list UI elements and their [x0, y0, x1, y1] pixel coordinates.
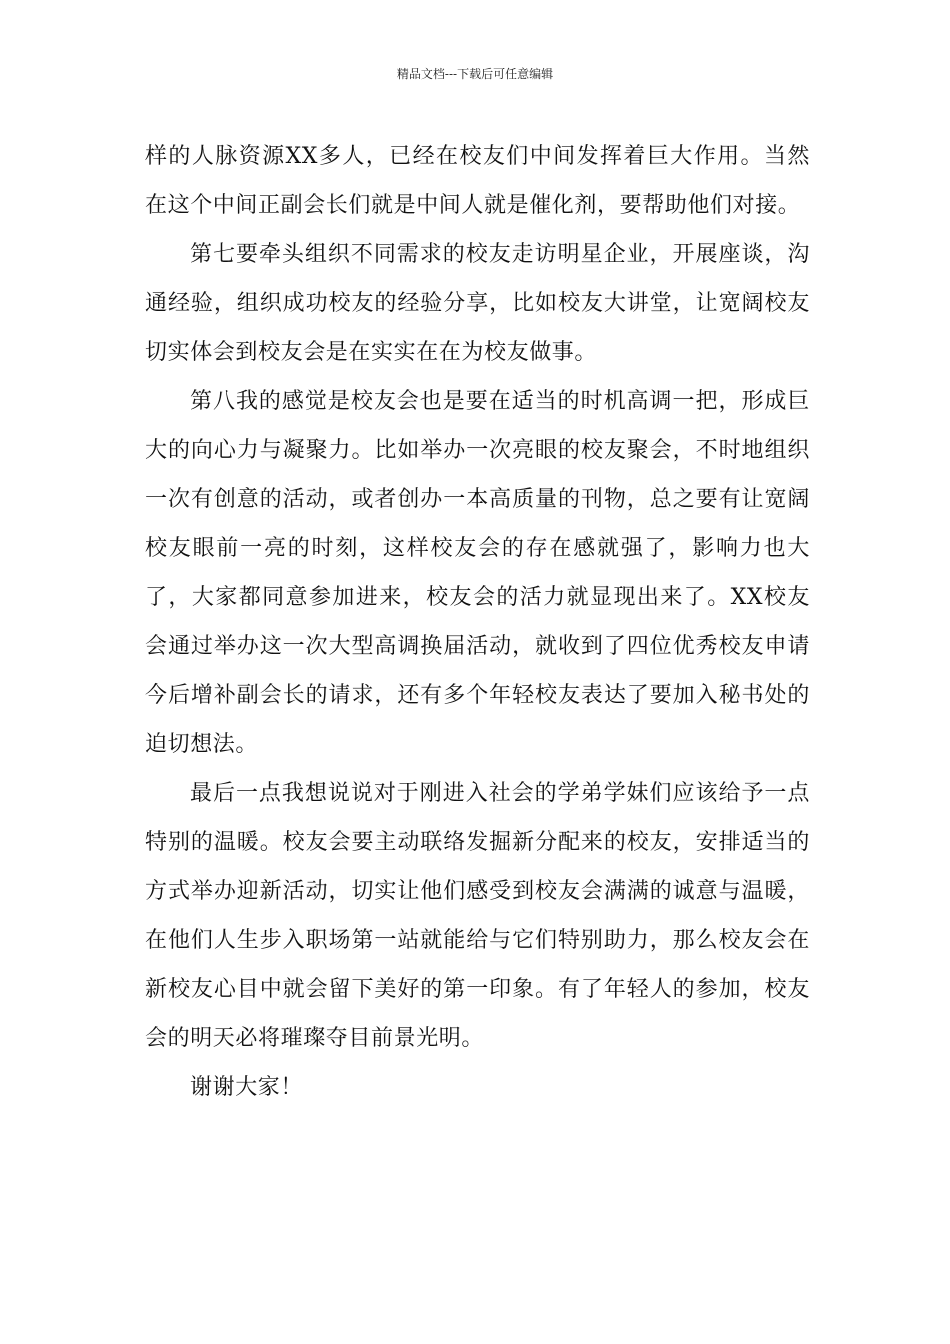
paragraph-closing: 谢谢大家！: [190, 1075, 304, 1100]
paragraph-1: 样的人脉资源XX多人，已经在校友们中间发挥着巨大作用。当然在这个中间正副会长们就是中间人就是催化剂，要帮助他们对接。: [145, 144, 810, 218]
paragraph-2: 第七要牵头组织不同需求的校友走访明星企业，开展座谈，沟通经验，组织成功校友的经验分享，比如校友大讲堂，让宽阔校友切实体会到校友会是在实实在在为校友做事。: [145, 242, 810, 365]
page-header: 精品文档---下载后可任意编辑: [396, 67, 554, 81]
document-body: [145, 132, 810, 1112]
paragraph-4: 最后一点我想说说对于刚进入社会的学弟学妹们应该给予一点特别的温暖。校友会要主动联络发掘新分配来的校友，安排适当的方式举办迎新活动，切实让他们感受到校友会满满的诚意与温暖，在他们人生步入职场第一站就能给与它们特别助力，那么校友会在新校友心目中就会留下美好的第一印象。有了年轻人的参加，校友会的明天必将璀璨夺目前景光明。: [145, 781, 810, 1051]
paragraph-3: 第八我的感觉是校友会也是要在适当的时机高调一把，形成巨大的向心力与凝聚力。比如举办一次亮眼的校友聚会，不时地组织一次有创意的活动，或者创办一本高质量的刊物，总之要有让宽阔校友眼前一亮的时刻，这样校友会的存在感就强了，影响力也大了，大家都同意参加进来，校友会的活力就显现出来了。XX校友会通过举办这一次大型高调换届活动，就收到了四位优秀校友申请今后增补副会长的请求，还有多个年轻校友表达了要加入秘书处的迫切想法。: [145, 389, 810, 757]
